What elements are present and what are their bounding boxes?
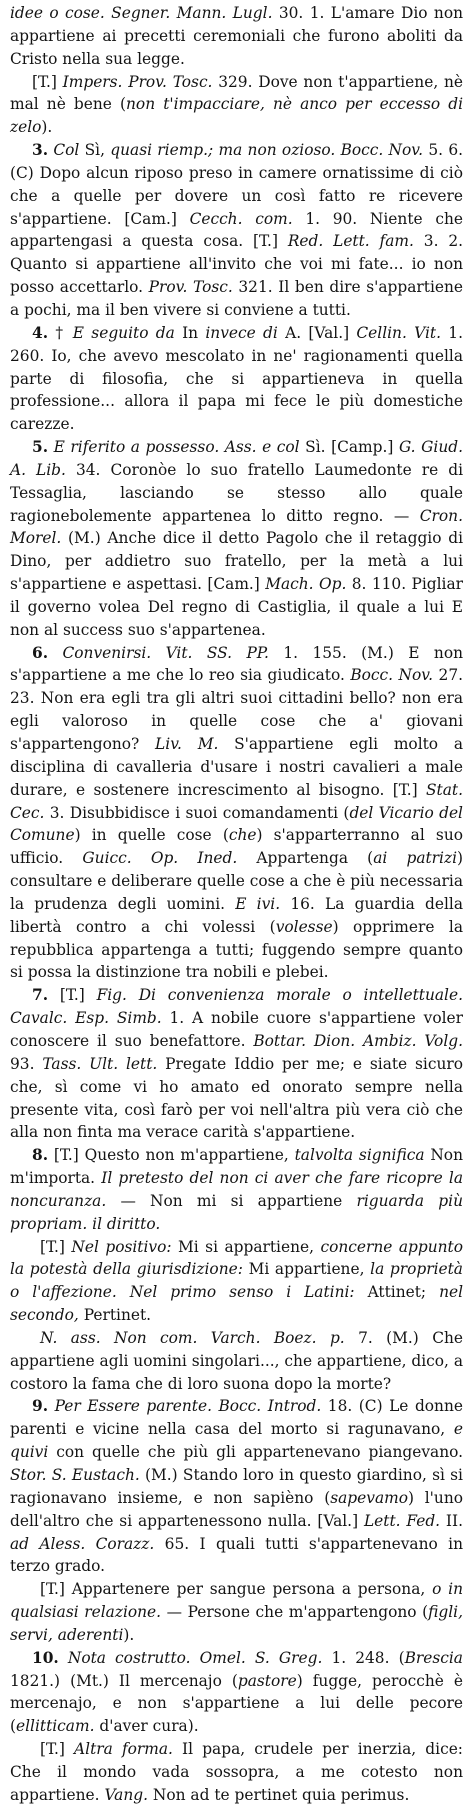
italic-text: Brescia [404,1648,463,1667]
sense-number: 5. [32,438,49,457]
italic-text: E riferito a possesso. Ass. e col [48,438,300,457]
text-segment: † [48,323,73,342]
text-segment: 329. Dove non t'appartiene, nè mal nè bene ( [10,72,463,114]
text-segment: con quelle che più gli appartenevano piangevano. [48,1443,463,1462]
italic-text: o in qualsiasi relazione. [10,1580,463,1622]
text-segment: Mi appartiene, [242,1260,371,1279]
text-segment: 93. [10,1054,43,1073]
text-segment: ). [41,118,53,137]
text-segment: ) l'uno dell'altro che si appartenessono nulla. [Val.] [10,1488,463,1530]
italic-text: Guicc. Op. Ined. [82,849,238,868]
italic-text: E seguito da [72,323,175,342]
dictionary-paragraph [10,436,463,642]
italic-text: la proprietà o l'affezione. Nel primo senso i Latini: [10,1260,463,1302]
text-segment: Sì, [79,141,111,160]
italic-text: Bocc. Nov. [350,666,434,685]
dictionary-paragraph [10,2,463,71]
text-segment: ) fugge, perocchè è mercenajo, e non s'appartiene a lui delle pecore ( [10,1671,463,1736]
text-segment: Non ad te pertinet quia perimus. [147,1785,410,1804]
text-segment: In [174,323,206,342]
italic-text: Prov. Tosc. [148,278,233,297]
text-segment: Pregate Iddio per me; e siate sicuro che, sì come vi ho amato ed onorato sempre nella presente vita, così farò per voi nell'altra più vera ciò che alla non finta ma verace carità s'appartiene. [10,1054,463,1142]
italic-text: ellitticam. [16,1717,95,1736]
text-segment: [T.] [48,986,97,1005]
text-segment: Il papa, crudele per inerzia, dice: Che il mondo vada sossopra, a me cotesto non appartiene. [10,1740,463,1804]
text-segment: 3. 2. Quanto si appartiene all'invito che voi mi fate... io non posso accettarlo. [10,232,463,297]
dictionary-paragraph [10,1578,463,1647]
italic-text: talvolta significa [294,1146,425,1165]
italic-text: riguarda più propriam. il diritto. [10,1191,463,1233]
text-segment: 27. 23. Non era egli tra gli altri suoi cittadini bello? non era egli valoroso in quelle cose che a' giovani s'appartengono? [10,666,463,753]
sense-number: 3. [32,141,49,160]
text-segment: [T.] [40,1740,75,1759]
italic-text: Lett. Fed. [363,1511,441,1530]
italic-text: Cellin. Vit. [356,323,441,342]
italic-text: Convenirsi. Vit. SS. PP. [48,643,269,662]
text-segment: 1. A nobile cuore s'appartiene voler conoscere il suo benefattore. [10,1009,463,1050]
italic-text: p. [329,1328,345,1347]
text-segment: A. [Val.] [277,323,357,342]
italic-text: Stat. Cec. [10,780,463,822]
italic-text: Vang. [104,1785,148,1804]
italic-text: Liv. M. [155,735,219,753]
text-segment: Attinet; [354,1283,440,1302]
italic-text: figli, servi, aderenti [10,1603,463,1644]
dictionary-paragraph [10,139,463,322]
italic-text: Stor. S. Eustach. [10,1466,140,1484]
text-segment: [T.] [40,1237,72,1256]
italic-text: idee o cose. Segner. Mann. Lugl. [10,4,273,22]
dictionary-paragraph [10,642,463,985]
text-segment [317,1329,330,1347]
italic-text: E ivi. [235,894,281,913]
italic-text: Col [48,141,80,160]
sense-number: 6. [32,643,49,662]
sense-number: 10. [32,1648,59,1667]
dictionary-paragraph [10,322,463,436]
text-segment: 18. (C) Le donne parenti e vicine nella casa del morto si ragunavano, [10,1397,463,1439]
italic-text: Cecch. com. [189,209,293,228]
italic-text: N. ass. Non com. Varch. Boez. [40,1328,317,1347]
text-segment: ). [123,1625,135,1644]
text-segment: d'aver cura). [94,1717,199,1736]
italic-text: del Vicario del Comune [10,803,463,845]
text-segment: 16. La guardia della libertà contro a chi volessi ( [10,894,464,936]
text-segment: — Persone che m'appartengono ( [161,1603,429,1622]
text-segment: S'appartiene egli molto a disciplina di cavalleria d'usare i nostri cavalieri a male durare, e sostenere increscimento al bisogno. [T.] [10,735,463,799]
dictionary-paragraph [10,1647,463,1738]
italic-text: Nota costrutto. Omel. S. Greg. [58,1648,323,1667]
italic-text: Altra forma. [74,1740,173,1759]
text-segment: 3. Disubbidisce i suoi comandamenti ( [44,803,350,822]
text-segment: (M.) Anche dice il detto Pagolo che il retaggio di Dino, per addietro suo fratello, per la metà a lui s'appartiene e aspettasi. [Cam.] [10,529,463,594]
italic-text: pastore [237,1671,297,1690]
text-segment: 7. (M.) Che appartiene agli uomini singolari..., che appartiene, dico, a costoro la fama che di loro suona dopo la morte? [10,1328,464,1393]
text-segment: 1. 260. Io, che avevo mescolato in ne' ragionamenti quella parte di filosofia, che si appartieneva in quella professione... allora il papa mi fece le più domestiche carezze. [10,323,463,434]
italic-text: Mach. Op. [265,575,347,594]
italic-text: nel secondo, [10,1283,464,1325]
italic-text: che [228,826,257,845]
text-segment: Appartenga ( [237,849,374,868]
text-segment: Pertinet. [78,1306,152,1325]
text-segment: 1821.) (Mt.) Il mercenajo ( [10,1671,238,1690]
text-segment: 1. 155. (M.) E non s'appartiene a me che lo reo sia giudicato. [10,643,464,685]
text-segment: 321. Il ben dire s'appartiene a pochi, ma il ben vivere si conviene a tutti. [10,278,464,319]
text-segment: 34. Coronòe lo suo fratello Laumedonte re di Tessaglia, lasciando se stesso allo quale ragionebolemente appartenea lo ditto regno. — [10,460,463,525]
text-segment: ) opprimere la repubblica appartenga a tutti; fuggendo sempre quanto si possa la distinzione tra nobili e plebei. [10,917,463,982]
italic-text: Fig. Di convenienza morale o intellettuale. Cavalc. Esp. Simb. [10,986,463,1028]
dictionary-paragraph [10,1738,463,1807]
text-segment: Sì. [Camp.] [299,438,399,457]
text-segment: 30. 1. L'amare Dio non appartiene ai precetti ceremoniali che furono aboliti da Cristo nella sua legge. [10,4,463,68]
text-segment: [T.] [32,72,63,91]
text-segment: 8. 110. Pigliar il governo volea Del regno di Castiglia, il quale a lui E non al success suo s'appartenea. [10,575,463,639]
text-segment: [T.] Appartenere per sangue persona a persona, [40,1580,433,1599]
text-segment: 65. I quali tutti s'appartenevano in terzo grado. [10,1534,463,1576]
italic-text: Il pretesto del non ci aver che fare ricopre la noncuranza. [10,1169,463,1210]
text-segment: ) consultare e deliberare quelle cose a che è più necessaria la prudenza degli uomini. [10,849,464,913]
italic-text: Per Essere parente. Bocc. Introd. [48,1397,322,1416]
italic-text: Impers. Prov. Tosc. [62,72,213,91]
sense-number: 8. [32,1146,49,1165]
italic-text: e quivi [10,1420,463,1462]
sense-number: 7. [32,986,49,1005]
italic-text: Bottar. Dion. Ambiz. Volg. [253,1031,463,1050]
text-segment: — Non mi si appartiene [106,1191,357,1210]
dictionary-paragraph [10,1144,463,1235]
text-segment: ) in quelle cose ( [74,826,229,845]
italic-text: sapevamo [330,1488,408,1507]
text-segment: 5. 6. (C) Dopo alcun riposo preso in camere ornatissime di ciò che a quelle per dovere un così fatto re ricevere s'appartiene. [Cam.] [10,141,463,228]
sense-number: 9. [32,1397,49,1416]
text-segment: Mi si appartiene, [171,1237,321,1256]
dictionary-paragraph [10,984,463,1144]
text-segment: 1. 248. ( [322,1648,405,1667]
dictionary-paragraph [10,1395,463,1578]
italic-text: G. Giud. A. Lib. [10,438,464,479]
text-segment: 1. 90. Niente che appartengasi a questa cosa. [T.] [10,209,463,251]
italic-text: volesse [275,917,333,936]
italic-text: Tass. Ult. lett. [42,1054,158,1073]
text-segment: (M.) Stando loro in questo giardino, sì si ragionavano insieme, e non sapièno ( [10,1466,463,1507]
text-segment: Non m'importa. [10,1146,463,1188]
sense-number: 4. [32,323,49,342]
italic-text: invece di [205,323,278,342]
text-segment: II. [440,1511,463,1530]
text-segment: [T.] Questo non m'appartiene, [48,1146,295,1165]
italic-text: non t'impacciare, nè anco per eccesso di zelo [10,95,463,137]
italic-text: ad Aless. Corazz. [10,1534,155,1553]
italic-text: quasi riemp.; ma non ozioso. Bocc. Nov. [110,141,424,160]
italic-text: Nel positivo: [71,1237,172,1256]
text-segment: ) s'apparterranno al suo ufficio. [10,826,463,868]
italic-text: Red. Lett. fam. [287,232,414,251]
italic-text: ai patrizi [373,849,457,868]
dictionary-paragraph [10,71,463,140]
dictionary-paragraph [10,1236,463,1327]
italic-text: Cron. Morel. [10,506,463,548]
dictionary-paragraph [10,1327,463,1396]
italic-text: concerne appunto la potestà della giurisdizione: [10,1237,463,1279]
